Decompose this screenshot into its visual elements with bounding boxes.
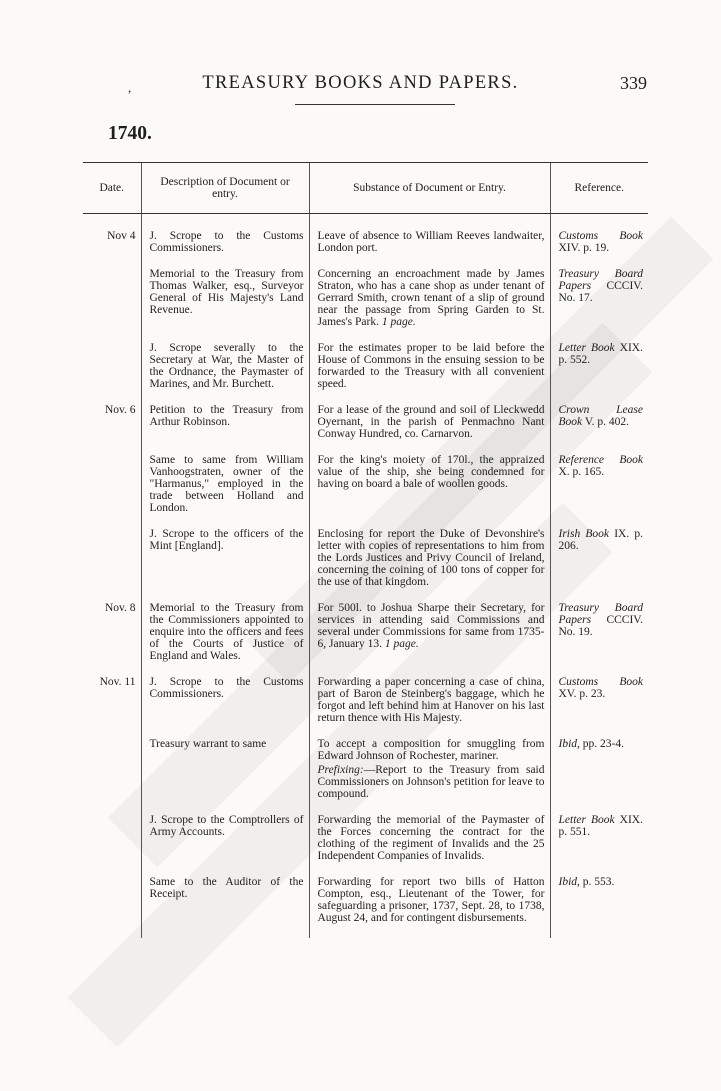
- entry-substance: [309, 528, 550, 602]
- reference-book: Treasury Board Papers: [558, 268, 643, 292]
- column-header-reference: Reference.: [550, 163, 648, 214]
- reference-book: Ibid,: [558, 738, 580, 750]
- entry-description: J. Scrope to the Customs Commissioners.: [141, 676, 309, 738]
- substance-text: Leave of absence to William Reeves landwaiter, London port.: [317, 230, 545, 254]
- prefix-label: Prefixing:: [317, 764, 364, 776]
- entry-date: [83, 738, 141, 814]
- table-row: [83, 814, 648, 876]
- entry-date: [83, 342, 141, 404]
- entry-date: [83, 876, 141, 938]
- entry-reference: [550, 268, 648, 342]
- substance-text: Concerning an encroachment made by James Straton, who has a cane shop as under tenant of Gerrard Smith, crown tenant of a slip of ground near the passage from Spring Garden to St. James's Park.: [317, 268, 545, 328]
- reference-book: Letter Book: [558, 814, 615, 826]
- substance-text: For 500l. to Joshua Sharpe their Secretary, for services in attending said Commissions and several under Commissions for same from 1735-6, January 13.: [317, 602, 545, 650]
- entry-date: Nov. 11: [99, 676, 136, 688]
- table-row: [83, 876, 648, 938]
- entry-description: Same to same from William Vanhoogstraten, owner of the "Harmanus," employed in the trade between Holland and London.: [141, 454, 309, 528]
- reference-book: Treasury Board Papers: [558, 602, 643, 626]
- substance-text: Enclosing for report the Duke of Devonshire's letter with copies of representations to him from the Lords Justices and Privy Council of Ireland, concerning the coining of 100 tons of copper for the use of that kingdom.: [317, 528, 545, 588]
- entry-date: [83, 814, 141, 876]
- table-row: [83, 528, 648, 602]
- page-header: [0, 0, 721, 144]
- entry-description: J. Scrope to the officers of the Mint [England].: [141, 528, 309, 602]
- reference-location: p. 553.: [582, 876, 615, 888]
- header-rule: [295, 104, 455, 105]
- table-header-row: [83, 163, 648, 214]
- table-row: [83, 342, 648, 404]
- entry-reference: [550, 738, 648, 814]
- table-row: [83, 602, 648, 676]
- column-header-description: Description of Document or entry.: [141, 163, 309, 214]
- year-heading: 1740.: [108, 123, 152, 144]
- page-count: 1 page.: [381, 316, 416, 328]
- entry-substance: [309, 268, 550, 342]
- table-row: [83, 404, 648, 454]
- entry-substance: [309, 602, 550, 676]
- reference-book: Letter Book: [558, 342, 615, 354]
- entry-reference: [550, 528, 648, 602]
- reference-book: Customs Book: [558, 676, 643, 688]
- entry-substance: [309, 876, 550, 938]
- entry-substance: [309, 454, 550, 528]
- running-title: TREASURY BOOKS AND PAPERS.: [202, 73, 519, 93]
- reference-book: Ibid,: [558, 876, 580, 888]
- entry-date: Nov. 8: [104, 602, 136, 614]
- page-number: 339: [620, 73, 647, 93]
- reference-book: Reference Book: [558, 454, 643, 466]
- entry-substance: [309, 676, 550, 738]
- entry-substance: [309, 738, 550, 814]
- entry-reference: [550, 676, 648, 738]
- entry-description: Memorial to the Treasury from Thomas Walker, esq., Surveyor General of His Majesty's Land Revenue.: [141, 268, 309, 342]
- table-row: [83, 214, 648, 269]
- substance-text: Forwarding for report two bills of Hatton Compton, esq., Lieutenant of the Tower, for safeguarding a prisoner, 1737, Sept. 28, to 1738, August 24, and for contingent disbursements.: [317, 876, 545, 924]
- substance-text: For a lease of the ground and soil of Lleckwedd Oyernant, in the parish of Penmachno Nant Conway Hundred, co. Carnarvon.: [317, 404, 545, 440]
- entry-reference: [550, 814, 648, 876]
- column-header-substance: Substance of Document or Entry.: [309, 163, 550, 214]
- table-row: [83, 676, 648, 738]
- reference-location: pp. 23-4.: [582, 738, 624, 750]
- entry-description: J. Scrope to the Comptrollers of Army Accounts.: [141, 814, 309, 876]
- reference-book: Customs Book: [558, 230, 643, 242]
- entry-substance: [309, 342, 550, 404]
- entry-date: Nov. 6: [104, 404, 136, 416]
- table-row: [83, 268, 648, 342]
- page-count: 1 page.: [384, 638, 419, 650]
- entry-date: [83, 454, 141, 528]
- reference-book: Crown Lease Book: [558, 404, 643, 428]
- entry-date: Nov 4: [107, 230, 136, 242]
- reference-location: XIX. p. 551.: [558, 814, 643, 838]
- substance-text: Forwarding a paper concerning a case of china, part of Baron de Steinberg's baggage, which he forgot and left behind him at Hanover on his last return thence with His Majesty.: [317, 676, 545, 724]
- margin-mark: ,: [128, 80, 132, 95]
- entry-substance: [309, 814, 550, 876]
- table-row: [83, 454, 648, 528]
- reference-location: V. p. 402.: [584, 416, 630, 428]
- table-row: [83, 738, 648, 814]
- entry-date: [83, 528, 141, 602]
- prefix-note: [318, 764, 545, 800]
- reference-location: X. p. 165.: [558, 466, 605, 478]
- substance-text: To accept a composition for smuggling from Edward Johnson of Rochester, mariner.: [317, 738, 545, 762]
- entry-reference: [550, 454, 648, 528]
- entry-reference: [550, 214, 648, 269]
- reference-location: XIV. p. 19.: [558, 242, 610, 254]
- entry-reference: [550, 342, 648, 404]
- entry-description: Petition to the Treasury from Arthur Robinson.: [141, 404, 309, 454]
- entry-reference: [550, 602, 648, 676]
- entry-description: J. Scrope to the Customs Commissioners.: [141, 214, 309, 269]
- substance-text: For the king's moiety of 170l., the appraized value of the ship, she being condemned for having on board a bale of woollen goods.: [317, 454, 545, 490]
- entry-substance: [309, 214, 550, 269]
- entry-description: Treasury warrant to same: [141, 738, 309, 814]
- entry-reference: [550, 876, 648, 938]
- entry-date: [83, 268, 141, 342]
- prefix-text: —Report to the Treasury from said Commissioners on Johnson's petition for leave to compound.: [317, 764, 545, 800]
- reference-location: CCCIV. No. 17.: [558, 280, 643, 304]
- entry-substance: [309, 404, 550, 454]
- entry-reference: [550, 404, 648, 454]
- substance-text: Forwarding the memorial of the Paymaster of the Forces concerning the contract for the clothing of the regiment of Invalids and the 25 Independent Companies of Invalids.: [317, 814, 545, 862]
- ledger-table: [83, 162, 648, 938]
- reference-location: CCCIV. No. 19.: [558, 614, 643, 638]
- reference-book: Irish Book: [558, 528, 610, 540]
- entry-description: J. Scrope severally to the Secretary at War, the Master of the Ordnance, the Paymaster of Marines, and Mr. Burchett.: [141, 342, 309, 404]
- reference-location: XIX. p. 552.: [558, 342, 643, 366]
- entry-description: Memorial to the Treasury from the Commissioners appointed to enquire into the officers and fees of the Courts of Justice of England and Wales.: [141, 602, 309, 676]
- reference-location: IX. p. 206.: [558, 528, 644, 552]
- entry-description: Same to the Auditor of the Receipt.: [141, 876, 309, 938]
- column-header-date: Date.: [83, 163, 141, 214]
- reference-location: XV. p. 23.: [558, 688, 606, 700]
- substance-text: For the estimates proper to be laid before the House of Commons in the ensuing session to be forwarded to the Treasury with all convenient speed.: [317, 342, 545, 390]
